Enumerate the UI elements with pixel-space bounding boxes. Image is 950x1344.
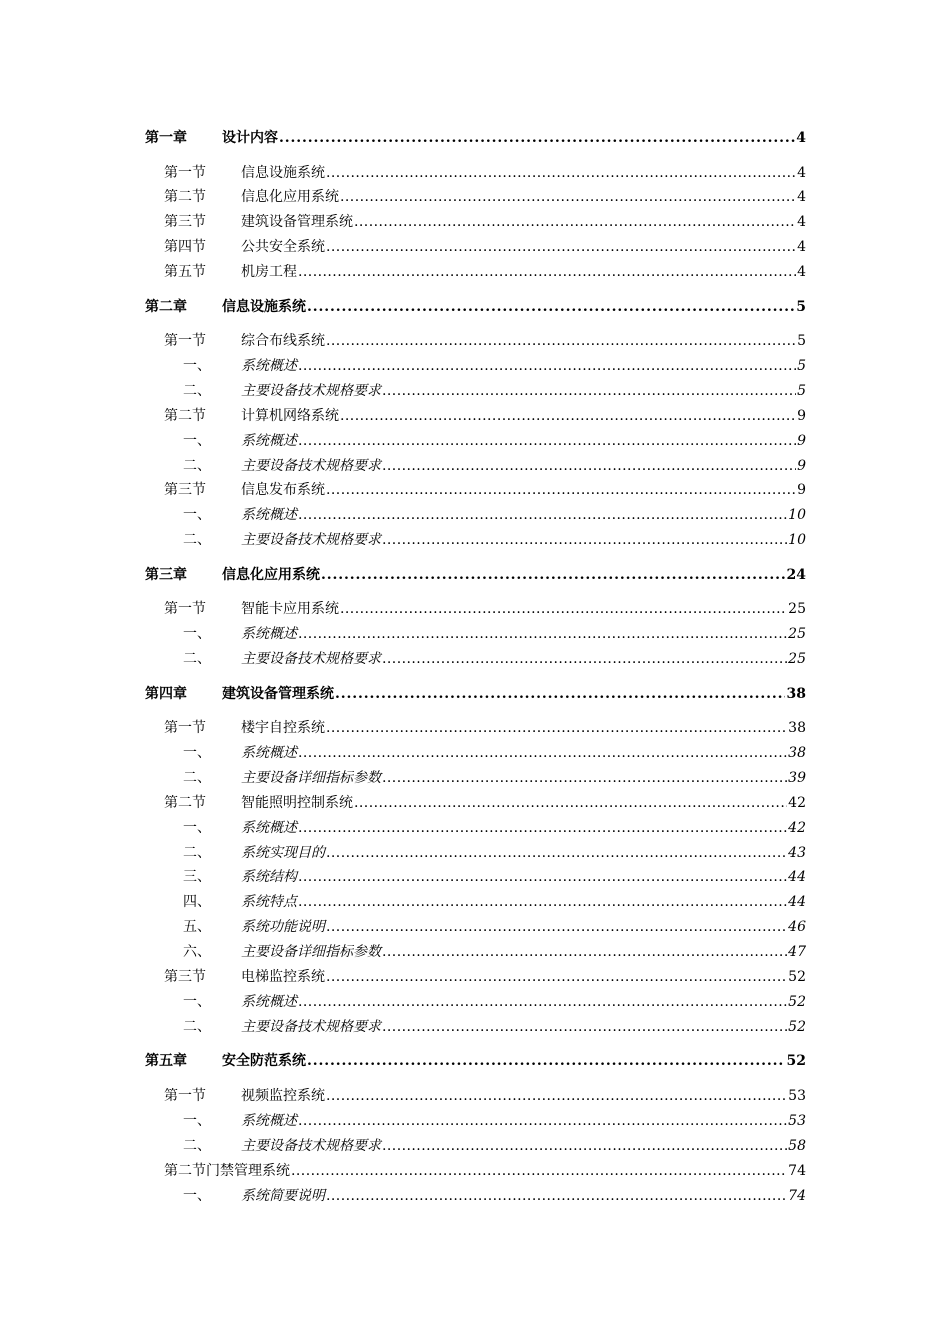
dot-leader	[382, 455, 796, 477]
toc-number: 一、	[183, 820, 211, 836]
toc-subsection-row[interactable]	[0, 866, 950, 888]
toc-number: 第五节	[164, 264, 206, 280]
dot-leader	[382, 529, 787, 551]
toc-page-number: 4	[797, 239, 806, 255]
dot-leader	[307, 296, 795, 318]
dot-leader	[340, 186, 796, 208]
toc-number: 第五章	[145, 1053, 187, 1069]
toc-page-number: 52	[786, 1053, 806, 1069]
toc-page-number: 25	[788, 626, 806, 642]
toc-title: 安全防范系统	[222, 1053, 306, 1069]
toc-subsection-row[interactable]	[0, 355, 950, 377]
dot-leader	[340, 405, 796, 427]
toc-page-number: 5	[796, 299, 806, 315]
toc-number: 一、	[183, 507, 211, 523]
toc-title: 系统简要说明	[241, 1188, 325, 1204]
toc-page-number: 74	[788, 1163, 806, 1179]
dot-leader	[298, 817, 787, 839]
toc-page-number: 25	[788, 601, 806, 617]
toc-section-row[interactable]	[0, 1160, 950, 1182]
toc-title: 系统概述	[241, 433, 297, 449]
toc-subsection-row[interactable]	[0, 380, 950, 402]
dot-leader	[382, 380, 796, 402]
dot-leader	[326, 842, 787, 864]
dot-leader	[326, 330, 796, 352]
toc-title: 建筑设备管理系统	[222, 686, 334, 702]
toc-title: 第二节门禁管理系统	[164, 1163, 290, 1179]
toc-page-number: 5	[797, 358, 806, 374]
toc-page-number: 42	[788, 820, 806, 836]
toc-page-number: 9	[797, 458, 806, 474]
toc-title: 主要设备技术规格要求	[241, 458, 381, 474]
toc-page-number: 74	[788, 1188, 806, 1204]
toc-number: 四、	[183, 894, 211, 910]
toc-page-number: 58	[788, 1138, 806, 1154]
toc-number: 二、	[183, 770, 211, 786]
toc-subsection-row[interactable]	[0, 455, 950, 477]
toc-page-number: 4	[796, 130, 806, 146]
dot-leader	[382, 648, 787, 670]
toc-title: 主要设备详细指标参数	[241, 944, 381, 960]
toc-title: 系统功能说明	[241, 919, 325, 935]
toc-title: 系统结构	[241, 869, 297, 885]
toc-number: 二、	[183, 383, 211, 399]
toc-number: 一、	[183, 1113, 211, 1129]
toc-section-row[interactable]	[0, 966, 950, 988]
toc-subsection-row[interactable]	[0, 1135, 950, 1157]
toc-subsection-row[interactable]	[0, 842, 950, 864]
toc-subsection-row[interactable]	[0, 430, 950, 452]
toc-chapter-row[interactable]	[0, 1050, 950, 1072]
toc-title: 信息发布系统	[241, 482, 325, 498]
toc-number: 第三章	[145, 567, 187, 583]
toc-number: 第四节	[164, 239, 206, 255]
toc-title: 主要设备技术规格要求	[241, 383, 381, 399]
toc-subsection-row[interactable]	[0, 767, 950, 789]
toc-page-number: 52	[788, 969, 806, 985]
toc-page-number: 44	[788, 894, 806, 910]
toc-number: 三、	[183, 869, 211, 885]
toc-page-number: 5	[797, 383, 806, 399]
dot-leader	[382, 941, 787, 963]
toc-number: 第一章	[145, 130, 187, 146]
dot-leader	[354, 792, 787, 814]
toc-page-number: 53	[788, 1113, 806, 1129]
dot-leader	[340, 598, 787, 620]
toc-page-number: 4	[797, 165, 806, 181]
dot-leader	[298, 891, 787, 913]
toc-page-number: 24	[786, 567, 806, 583]
toc-page-number: 52	[788, 1019, 806, 1035]
toc-section-row[interactable]	[0, 405, 950, 427]
toc-title: 信息设施系统	[222, 299, 306, 315]
toc-title: 系统概述	[241, 358, 297, 374]
dot-leader	[298, 623, 787, 645]
toc-section-row[interactable]	[0, 211, 950, 233]
toc-page-number: 39	[788, 770, 806, 786]
toc-title: 信息设施系统	[241, 165, 325, 181]
toc-chapter-row[interactable]	[0, 683, 950, 705]
dot-leader	[291, 1160, 787, 1182]
toc-title: 系统概述	[241, 994, 297, 1010]
toc-page-number: 5	[797, 333, 806, 349]
dot-leader	[298, 261, 796, 283]
toc-subsection-row[interactable]	[0, 623, 950, 645]
toc-page-number: 44	[788, 869, 806, 885]
dot-leader	[279, 127, 795, 149]
toc-title: 电梯监控系统	[241, 969, 325, 985]
toc-page-number: 38	[788, 720, 806, 736]
toc-title: 主要设备技术规格要求	[241, 532, 381, 548]
toc-number: 第一节	[164, 720, 206, 736]
toc-number: 二、	[183, 458, 211, 474]
toc-subsection-row[interactable]	[0, 817, 950, 839]
toc-page-number: 38	[786, 686, 806, 702]
toc-page-number: 46	[788, 919, 806, 935]
dot-leader	[382, 1016, 787, 1038]
toc-number: 一、	[183, 358, 211, 374]
toc-title: 智能照明控制系统	[241, 795, 353, 811]
toc-page-number: 10	[788, 532, 806, 548]
toc-chapter-row[interactable]	[0, 296, 950, 318]
toc-subsection-row[interactable]	[0, 1016, 950, 1038]
toc-number: 第二节	[164, 408, 206, 424]
dot-leader	[321, 564, 785, 586]
toc-title: 设计内容	[222, 130, 278, 146]
dot-leader	[354, 211, 796, 233]
dot-leader	[326, 1085, 787, 1107]
toc-title: 公共安全系统	[241, 239, 325, 255]
toc-chapter-row[interactable]	[0, 127, 950, 149]
toc-page-number: 42	[788, 795, 806, 811]
toc-page-number: 9	[797, 408, 806, 424]
toc-number: 第三节	[164, 969, 206, 985]
toc-title: 综合布线系统	[241, 333, 325, 349]
toc-number: 一、	[183, 745, 211, 761]
toc-number: 五、	[183, 919, 211, 935]
toc-page-number: 10	[788, 507, 806, 523]
toc-number: 第三节	[164, 482, 206, 498]
toc-section-row[interactable]	[0, 330, 950, 352]
toc-number: 第二节	[164, 795, 206, 811]
toc-title: 主要设备技术规格要求	[241, 1019, 381, 1035]
toc-title: 系统概述	[241, 745, 297, 761]
toc-number: 第二章	[145, 299, 187, 315]
toc-title: 智能卡应用系统	[241, 601, 339, 617]
dot-leader	[326, 966, 787, 988]
toc-section-row[interactable]	[0, 717, 950, 739]
dot-leader	[382, 767, 787, 789]
toc-chapter-row[interactable]	[0, 564, 950, 586]
dot-leader	[326, 236, 796, 258]
toc-title: 机房工程	[241, 264, 297, 280]
toc-number: 二、	[183, 1138, 211, 1154]
toc-number: 第四章	[145, 686, 187, 702]
toc-section-row[interactable]	[0, 479, 950, 501]
toc-page-number: 43	[788, 845, 806, 861]
toc-title: 信息化应用系统	[241, 189, 339, 205]
toc-subsection-row[interactable]	[0, 529, 950, 551]
toc-number: 第三节	[164, 214, 206, 230]
toc-title: 系统实现目的	[241, 845, 325, 861]
toc-section-row[interactable]	[0, 186, 950, 208]
toc-number: 第一节	[164, 333, 206, 349]
toc-page-number: 52	[788, 994, 806, 1010]
toc-title: 系统概述	[241, 507, 297, 523]
toc-section-row[interactable]	[0, 792, 950, 814]
toc-title: 主要设备技术规格要求	[241, 1138, 381, 1154]
toc-number: 二、	[183, 845, 211, 861]
dot-leader	[298, 504, 787, 526]
toc-number: 第一节	[164, 601, 206, 617]
toc-page-number: 4	[797, 214, 806, 230]
dot-leader	[298, 1110, 787, 1132]
dot-leader	[298, 355, 796, 377]
toc-number: 二、	[183, 1019, 211, 1035]
toc-number: 第一节	[164, 1088, 206, 1104]
toc-number: 第一节	[164, 165, 206, 181]
toc-section-row[interactable]	[0, 261, 950, 283]
toc-subsection-row[interactable]	[0, 504, 950, 526]
toc-subsection-row[interactable]	[0, 916, 950, 938]
toc-number: 第二节	[164, 189, 206, 205]
toc-subsection-row[interactable]	[0, 991, 950, 1013]
toc-page-number: 9	[797, 482, 806, 498]
dot-leader	[382, 1135, 787, 1157]
toc-title: 计算机网络系统	[241, 408, 339, 424]
dot-leader	[326, 479, 796, 501]
dot-leader	[298, 866, 787, 888]
dot-leader	[307, 1050, 785, 1072]
toc-title: 楼宇自控系统	[241, 720, 325, 736]
toc-title: 主要设备详细指标参数	[241, 770, 381, 786]
toc-subsection-row[interactable]	[0, 1185, 950, 1207]
toc-title: 视频监控系统	[241, 1088, 325, 1104]
toc-number: 二、	[183, 651, 211, 667]
dot-leader	[326, 162, 796, 184]
toc-page-number: 25	[788, 651, 806, 667]
toc-section-row[interactable]	[0, 162, 950, 184]
toc-page-number: 38	[788, 745, 806, 761]
toc-number: 六、	[183, 944, 211, 960]
toc-section-row[interactable]	[0, 598, 950, 620]
toc-title: 系统特点	[241, 894, 297, 910]
toc-page-number: 4	[797, 189, 806, 205]
toc-subsection-row[interactable]	[0, 648, 950, 670]
dot-leader	[298, 742, 787, 764]
toc-subsection-row[interactable]	[0, 941, 950, 963]
toc-subsection-row[interactable]	[0, 742, 950, 764]
toc-title: 信息化应用系统	[222, 567, 320, 583]
toc-section-row[interactable]	[0, 1085, 950, 1107]
toc-title: 主要设备技术规格要求	[241, 651, 381, 667]
toc-number: 二、	[183, 532, 211, 548]
toc-section-row[interactable]	[0, 236, 950, 258]
toc-subsection-row[interactable]	[0, 1110, 950, 1132]
toc-title: 建筑设备管理系统	[241, 214, 353, 230]
toc-subsection-row[interactable]	[0, 891, 950, 913]
toc-page-number: 4	[797, 264, 806, 280]
toc-title: 系统概述	[241, 820, 297, 836]
dot-leader	[335, 683, 785, 705]
toc-page-number: 47	[788, 944, 806, 960]
dot-leader	[298, 991, 787, 1013]
toc-page-number: 9	[797, 433, 806, 449]
dot-leader	[326, 916, 787, 938]
toc-title: 系统概述	[241, 1113, 297, 1129]
dot-leader	[326, 717, 787, 739]
toc-number: 一、	[183, 433, 211, 449]
toc-number: 一、	[183, 626, 211, 642]
dot-leader	[298, 430, 796, 452]
toc-number: 一、	[183, 1188, 211, 1204]
toc-page-number: 53	[788, 1088, 806, 1104]
dot-leader	[326, 1185, 787, 1207]
toc-title: 系统概述	[241, 626, 297, 642]
toc-number: 一、	[183, 994, 211, 1010]
